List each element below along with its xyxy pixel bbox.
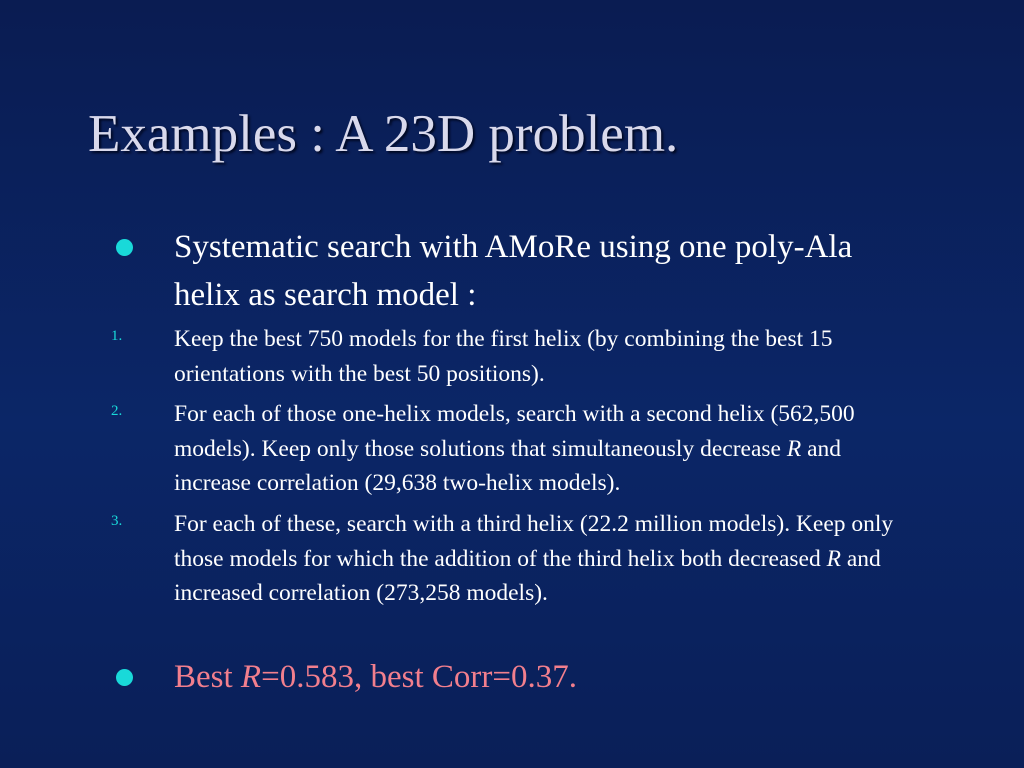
bullet-text: Systematic search with AMoRe using one poly-Ala helix as search model : <box>174 229 853 313</box>
italic-r: R <box>240 659 262 695</box>
italic-r: R <box>826 545 841 572</box>
bullet-dot-icon <box>116 669 133 686</box>
list-item-text: For each of these, search with a third helix (22.2 million models). Keep only those models for which the addition of the third helix both decreased R and increased correlation (273,258 models). <box>174 511 894 606</box>
bullet-dot-icon <box>116 239 133 256</box>
bullet-text: Best R=0.583, best Corr=0.37. <box>174 659 577 695</box>
bullet-item-result <box>108 653 868 701</box>
list-number: 3. <box>111 513 123 529</box>
list-item <box>108 322 923 391</box>
slide-title: Examples : A 23D problem. <box>88 105 679 163</box>
italic-r: R <box>786 435 802 462</box>
list-item <box>108 507 923 611</box>
list-item-text: For each of those one-helix models, search with a second helix (562,500 models). Keep only those solutions that simultaneously decrease R and increase correlation (29,638 two-helix models). <box>174 401 855 496</box>
list-number: 1. <box>111 328 123 344</box>
list-item <box>108 397 923 501</box>
list-item-text: Keep the best 750 models for the first helix (by combining the best 15 orientations with the best 50 positions). <box>174 326 833 387</box>
bullet-item <box>108 223 868 319</box>
list-number: 2. <box>111 403 123 419</box>
